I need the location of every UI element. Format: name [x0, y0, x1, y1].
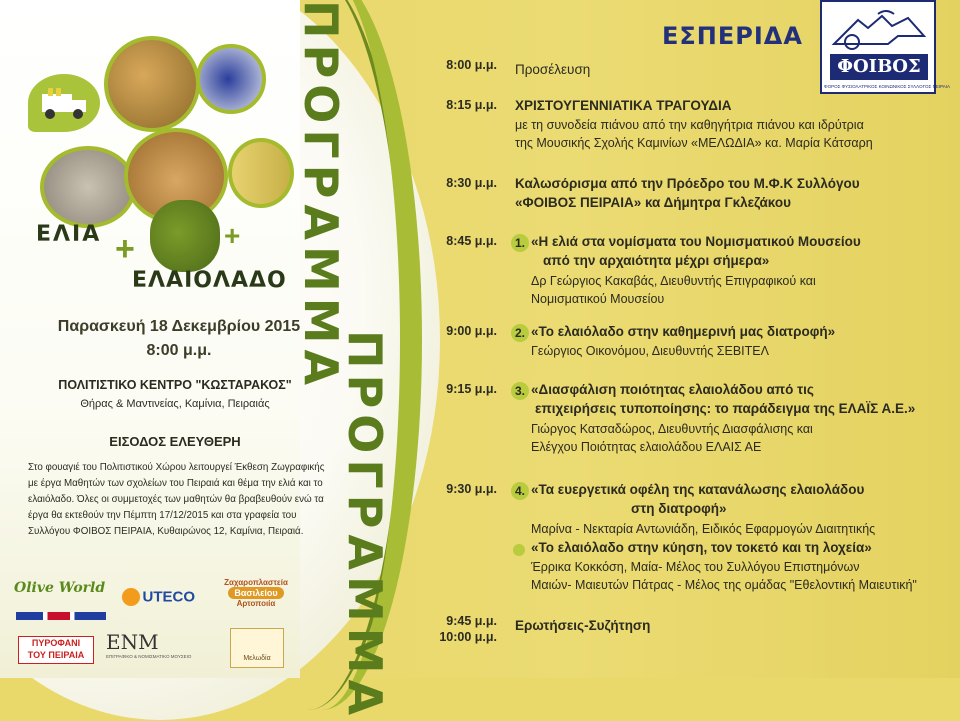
entry-line: Δρ Γεώργιος Κακαβάς, Διευθυντής Επιγραφικού και [531, 274, 816, 288]
bottles-image [228, 138, 294, 208]
programme-vertical-text-1: ΠΡΟΓΡΑΜΜΑ [294, 0, 348, 392]
uteco-logo-text: UTECO [142, 588, 196, 606]
sponsor-uteco [122, 588, 195, 606]
entry-line: της Μουσικής Σχολής Καμινίων «ΜΕΛΩΔΙΑ» κα. Μαρία Κάτσαρη [515, 136, 873, 150]
entry-line: Γιώργος Κατσαδώρος, Διευθυντής Διασφάλισης και [531, 422, 813, 436]
sponsor-oliveworld [14, 580, 110, 610]
entry-time: 8:30 μ.μ. [446, 176, 497, 190]
title-elia: ΕΛΙΑ [36, 222, 102, 247]
entry-title: Προσέλευση [515, 62, 591, 77]
entry-title-2: «ΦΟΙΒΟΣ ΠΕΙΡΑΙΑ» κα Δήμητρα Γκλεζάκου [515, 195, 791, 210]
entry-line: Μαιών- Μαιευτών Πάτρας - Μέλος της ομάδας "Εθελοντική Μαιευτική" [531, 578, 917, 592]
page-title: ΕΣΠΕΡΙΔΑ [662, 22, 803, 50]
entry-title: «Τα ευεργετικά οφέλη της κατανάλωσης ελαιολάδου [531, 482, 865, 497]
glass-image [196, 44, 266, 114]
olives-image [150, 200, 220, 272]
entry-time: 8:45 μ.μ. [446, 234, 497, 248]
entry-time: 9:00 μ.μ. [446, 324, 497, 338]
entry-free: ΕΙΣΟΔΟΣ ΕΛΕΥΘΕΡΗ [109, 434, 241, 449]
venue-name: ΠΟΛΙΤΙΣΤΙΚΟ ΚΕΝΤΡΟ "ΚΩΣΤΑΡΑΚΟΣ" [58, 378, 292, 392]
oliveworld-logo-text: Olive World [14, 580, 106, 596]
entry-title: «Διασφάλιση ποιότητας ελαιολάδου από τις [531, 382, 814, 397]
event-time: 8:00 μ.μ. [146, 342, 212, 359]
olive-oil-pour-image [104, 36, 200, 132]
entry-line: με τη συνοδεία πιάνου από την καθηγήτρια πιάνου και ιδρύτρια [515, 118, 864, 132]
entry-line: Γεώργιος Οικονόμου, Διευθυντής ΣΕΒΙΤΕΛ [531, 344, 769, 358]
entry-line: Έρρικα Κοκκόση, Μαία- Μέλος του Συλλόγου Επιστημόνων [531, 560, 860, 574]
entry-title-2: επιχειρήσεις τυποποίησης: το παράδειγμα της ΕΛΑΪΣ Α.Ε.» [535, 401, 916, 416]
entry-subtitle: «Το ελαιόλαδο στην κύηση, τον τοκετό και τη λοχεία» [531, 540, 872, 555]
title-elaiolado: ΕΛΑΙΟΛΑΔΟ [132, 268, 287, 293]
uteco-logo-icon [122, 588, 140, 606]
plus-icon-small: + [224, 220, 241, 251]
programme-vertical-text-2: ΠΡΟΓΡΑΜΜΑ [338, 330, 392, 721]
sponsor-melodia [230, 628, 284, 668]
foivos-logo [820, 0, 951, 94]
number-badge: 1. [511, 234, 529, 252]
entry-line: Νομισματικού Μουσείου [531, 292, 665, 306]
enm-sub-text: ΕΠΙΓΡΑΦΙΚΟ & ΝΟΜΙΣΜΑΤΙΚΟ ΜΟΥΣΕΙΟ [106, 654, 192, 659]
venue-address: Θήρας & Μαντινείας, Καμίνια, Πειραιάς [80, 398, 270, 410]
eu-flags-icon [16, 612, 106, 620]
bakery-top-text: Ζαχαροπλαστεία [224, 578, 288, 587]
sponsor-pyrofani [18, 636, 94, 664]
number-badge: 3. [511, 382, 529, 400]
entry-title: Καλωσόρισμα από την Πρόεδρο του Μ.Φ.Κ Συλλόγου [515, 176, 860, 191]
entry-title: Ερωτήσεις-Συζήτηση [515, 618, 651, 633]
entry-time: 9:30 μ.μ. [446, 482, 497, 496]
exhibition-description: Στο φουαγιέ του Πολιτιστικού Χώρου λειτουργεί Έκθεση Ζωγραφικής με έργα Μαθητών των σχολείων του Πειραιά και θέμα την ελιά και το ελαιόλαδο. Όλες οι συμμετοχές των μαθητών θα βραβευθούν ενώ τα έργα θα εκτεθούν την Πέμπτη 17/12/2015 και στα γραφεία του Συλλόγου ΦΟΙΒΟΣ ΠΕΙΡΑΙΑ, Κυθαιρώνος 12, Καμίνια, Πειραιά. [28, 462, 325, 537]
bullet-dot [513, 544, 525, 556]
entry-line: Ελέγχου Ποιότητας ελαιολάδου ΕΛΑΙΣ ΑΕ [531, 440, 762, 454]
sponsor-enm [106, 630, 216, 664]
bakery-name-text: Βασιλείου [228, 587, 283, 599]
entry-title: ΧΡΙΣΤΟΥΓΕΝΝΙΑΤΙΚΑ ΤΡΑΓΟΥΔΙΑ [515, 98, 732, 113]
entry-title: «Το ελαιόλαδο στην καθημερινή μας διατροφή» [531, 324, 836, 339]
entry-time: 8:15 μ.μ. [446, 98, 497, 112]
entry-line: Μαρίνα - Νεκταρία Αντωνιάδη, Ειδικός Εφαρμογών Διαιτητικής [531, 522, 876, 536]
bakery-sub-text: Αρτοποιία [236, 599, 276, 608]
sponsor-bakery [216, 578, 296, 608]
entry-time: 9:45 μ.μ. [446, 614, 497, 628]
logo-subtitle: ΦΟΡΟΣ ΦΥΣΙΟΛΑΤΡΙΚΟΣ ΚΟΙΝΩΝΙΚΟΣ ΣΥΛΛΟΓΟΣ ΠΕΙΡΑΙΑ [824, 84, 951, 89]
event-date: Παρασκευή 18 Δεκεμβρίου 2015 [57, 318, 301, 335]
pyrofani-text: ΠΥΡΟΦΑΝΙ ΤΟΥ ΠΕΙΡΑΙΑ [27, 638, 85, 660]
entry-title-2: από την αρχαιότητα μέχρι σήμερα» [543, 253, 770, 268]
number-badge: 4. [511, 482, 529, 500]
entry-title-2: στη διατροφή» [631, 501, 727, 516]
number-badge: 2. [511, 324, 529, 342]
truck-icon [28, 74, 100, 132]
enm-logo-text: ENM [106, 630, 159, 654]
coins-image [40, 146, 136, 228]
entry-time: 9:15 μ.μ. [446, 382, 497, 396]
chariot-icon [828, 6, 932, 52]
entry-time: 8:00 μ.μ. [446, 58, 497, 72]
logo-name: ΦΟΙΒΟΣ [830, 54, 928, 80]
entry-time-2: 10:00 μ.μ. [439, 630, 497, 644]
entry-title: «Η ελιά στα νομίσματα του Νομισματικού Μουσείου [531, 234, 861, 249]
melodia-text: Μελωδία [243, 655, 271, 662]
plus-icon: + [115, 230, 135, 268]
